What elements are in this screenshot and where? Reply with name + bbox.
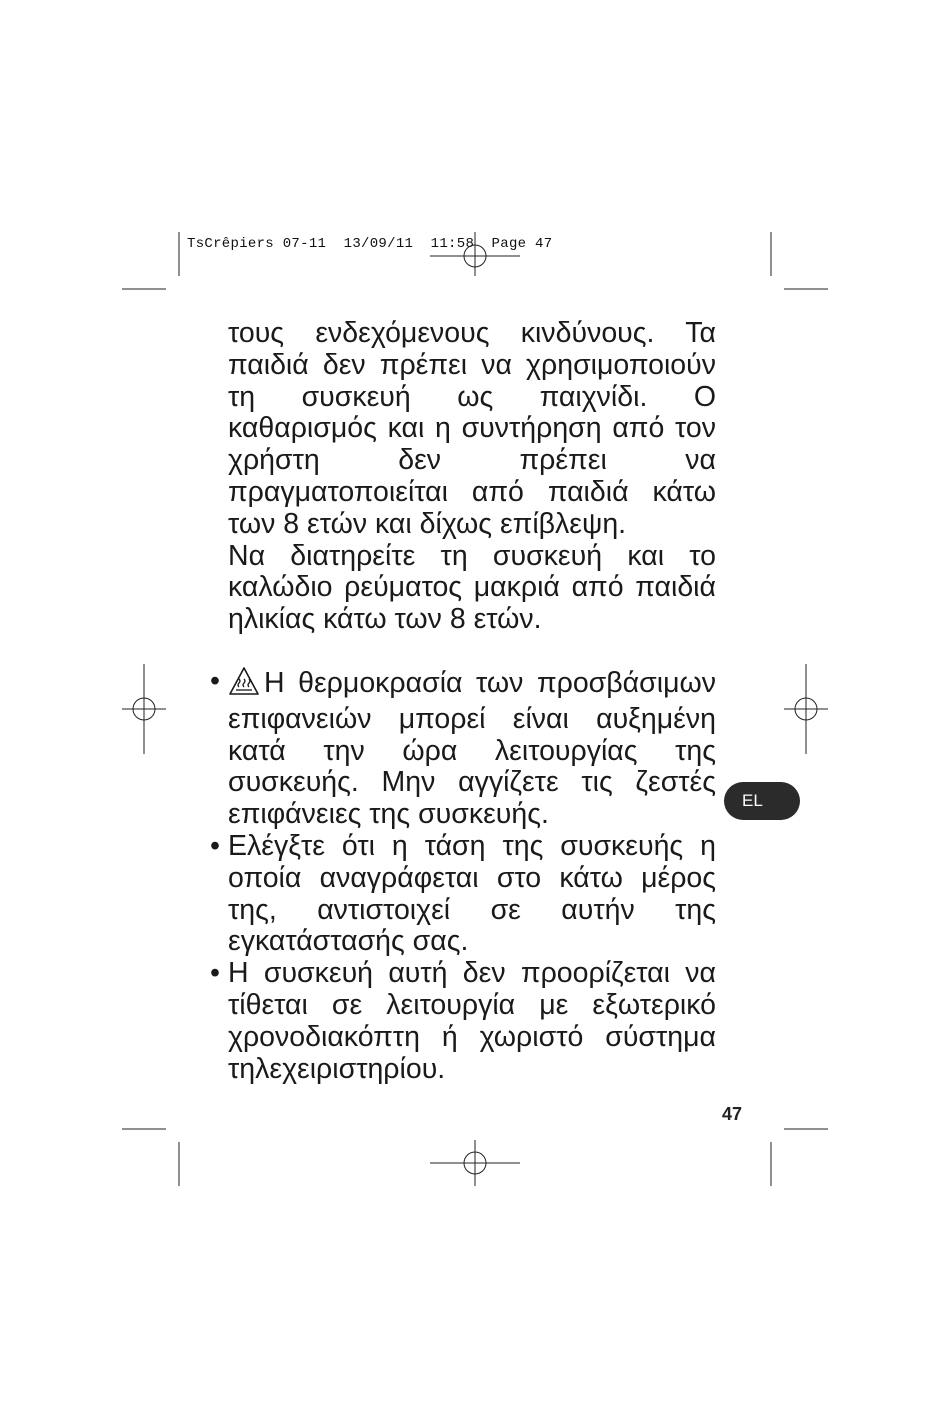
registration-mark-right <box>784 664 828 754</box>
registration-mark-left <box>122 664 166 754</box>
bullet-text: Η συσκευή αυτή δεν προορίζεται να τίθεται σε λειτουργία με εξωτερικό χρονοδιακόπτη ή χωριστό σύστημα τηλεχειριστηρίου. <box>228 957 716 1085</box>
bullet-marker: • <box>210 957 220 990</box>
bullet-marker: • <box>210 665 220 697</box>
print-slug: TsCrêpiers 07-11 13/09/11 11:58 Page 47 <box>187 236 553 252</box>
bullet-item <box>206 666 716 831</box>
bullet-text: Ελέγξτε ότι η τάση της συσκευής η οποία αναγράφεται στο κάτω μέρος της, αντιστοιχεί σε αυτήν της εγκατάστασής σας. <box>228 829 716 958</box>
language-badge: EL <box>724 782 800 820</box>
bullet-text: Η θερμοκρασία των προσβάσιμων επιφανειών μπορεί είναι αυξημένη κατά την ώρα λειτουργίας της συσκευής. Μην αγγίζετε τις ζεστές επιφάνειες της συσκευής. <box>228 667 716 831</box>
registration-mark-bottom <box>430 1140 520 1186</box>
page-number: 47 <box>722 1104 743 1124</box>
intro-text <box>228 318 716 636</box>
registration-mark-top <box>430 232 520 276</box>
bullet-marker: • <box>210 829 220 862</box>
safety-bullet-list <box>206 666 716 1085</box>
bullet-item <box>206 958 716 1085</box>
bullet-item <box>206 831 716 958</box>
paragraph: τους ενδεχόμενους κινδύνους. Τα παιδιά δεν πρέπει να χρησιμοποιούν τη συσκευή ως παιχνίδι. Ο καθαρισμός και η συντήρηση από τον χρήστη δεν πρέπει να πραγματοποιείται από παιδιά κάτω των 8 ετών και δίχως επίβλεψη. <box>228 317 716 540</box>
paragraph: Να διατηρείτε τη συσκευή και το καλώδιο ρεύματος μακριά από παιδιά ηλικίας κάτω των 8 ετών. <box>228 539 716 636</box>
hot-surface-warning-icon <box>228 666 260 704</box>
